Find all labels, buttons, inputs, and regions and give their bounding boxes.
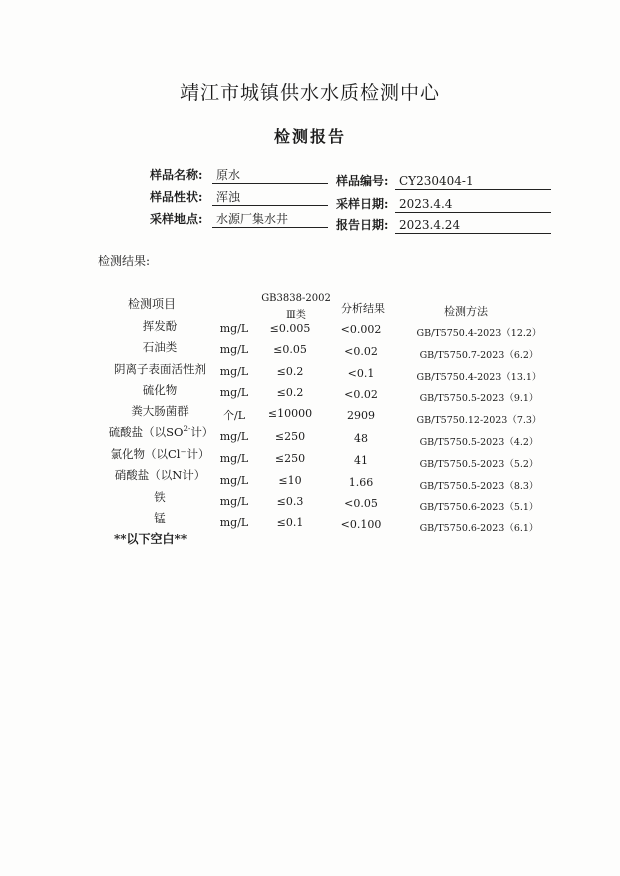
row-method: GB/T5750.5-2023（8.3） — [419, 481, 539, 492]
sample-id-label: 样品编号: — [336, 174, 389, 188]
sample-state-value: 浑浊 — [212, 188, 328, 206]
sampling-site-value: 水源厂集水井 — [212, 210, 328, 228]
row-method: GB/T5750.5-2023（5.2） — [419, 459, 539, 470]
row-result: <0.02 — [344, 388, 378, 401]
row-item-superscript: 2- — [183, 425, 191, 434]
row-item: 锰 — [154, 511, 166, 525]
row-item: 粪大肠菌群 — [131, 404, 189, 418]
row-limit: ≤0.3 — [276, 495, 304, 508]
sample-state-label: 样品性状: — [150, 190, 203, 204]
row-item: 硫化物 — [142, 383, 178, 397]
row-result: <0.02 — [344, 345, 378, 358]
header-standard-line1: GB3838-2002 — [261, 293, 331, 304]
sampling-date-value: 2023.4.4 — [395, 195, 551, 213]
row-item: 铁 — [154, 490, 166, 504]
row-limit: ≤10000 — [267, 407, 313, 420]
report-title: 检测报告 — [273, 127, 346, 146]
row-item: 硝酸盐（以N计） — [114, 468, 206, 482]
row-result: <0.100 — [340, 518, 382, 531]
header-method: 检测方法 — [444, 305, 488, 318]
row-result: 48 — [354, 432, 368, 445]
row-limit: ≤0.005 — [269, 322, 311, 335]
row-limit: ≤250 — [274, 452, 306, 465]
row-item: 挥发酚 — [142, 319, 178, 333]
row-unit: mg/L — [219, 452, 249, 465]
sampling-date-label: 采样日期: — [336, 197, 389, 211]
row-result: 2909 — [347, 409, 375, 422]
row-item: 石油类 — [142, 340, 178, 354]
row-method: GB/T5750.7-2023（6.2） — [419, 350, 539, 361]
row-unit: mg/L — [219, 495, 249, 508]
row-unit: mg/L — [219, 386, 249, 399]
row-method: GB/T5750.5-2023（9.1） — [419, 393, 539, 404]
row-unit: mg/L — [219, 474, 249, 487]
sampling-site-label: 采样地点: — [150, 212, 203, 226]
row-result: <0.002 — [340, 323, 382, 336]
row-unit: mg/L — [219, 430, 249, 443]
row-item: 阴离子表面活性剂 — [114, 362, 206, 376]
row-result: <0.1 — [347, 367, 375, 380]
row-item-main: 硫酸盐（以SO — [108, 425, 184, 439]
row-method: GB/T5750.4-2023（13.1） — [416, 372, 542, 383]
row-unit: mg/L — [219, 322, 249, 335]
header-item: 检测项目 — [127, 297, 176, 311]
sample-name-value: 原水 — [212, 166, 328, 184]
header-standard-line2: Ⅲ类 — [286, 310, 306, 321]
end-note: **以下空白** — [114, 532, 188, 546]
results-label: 检测结果: — [98, 254, 151, 268]
row-limit: ≤10 — [278, 474, 302, 487]
report-date-value: 2023.4.24 — [395, 216, 551, 234]
row-limit: ≤0.1 — [276, 516, 304, 529]
row-result: 41 — [354, 454, 368, 467]
row-unit: 个/L — [222, 409, 245, 422]
row-method: GB/T5750.4-2023（12.2） — [416, 328, 542, 339]
row-limit: ≤0.05 — [273, 343, 307, 356]
sample-name-label: 样品名称: — [150, 168, 203, 182]
row-method: GB/T5750.5-2023（4.2） — [419, 437, 539, 448]
row-method: GB/T5750.12-2023（7.3） — [416, 415, 542, 426]
row-limit: ≤0.2 — [276, 365, 304, 378]
row-unit: mg/L — [219, 343, 249, 356]
row-item — [96, 424, 226, 440]
organization-title: 靖江市城镇供水水质检测中心 — [179, 82, 440, 104]
sample-id-value: CY230404-1 — [395, 172, 551, 190]
row-limit: ≤250 — [274, 430, 306, 443]
row-result: 1.66 — [348, 476, 374, 489]
row-method: GB/T5750.6-2023（6.1） — [419, 523, 539, 534]
row-result: <0.05 — [344, 497, 378, 510]
row-unit: mg/L — [219, 516, 249, 529]
row-limit: ≤0.2 — [276, 386, 304, 399]
row-method: GB/T5750.6-2023（5.1） — [419, 502, 539, 513]
row-item-suffix: 计） — [190, 425, 214, 439]
report-date-label: 报告日期: — [336, 218, 389, 232]
row-item: 氯化物（以Cl⁻计） — [110, 447, 210, 461]
header-result: 分析结果 — [341, 302, 385, 315]
row-unit: mg/L — [219, 365, 249, 378]
